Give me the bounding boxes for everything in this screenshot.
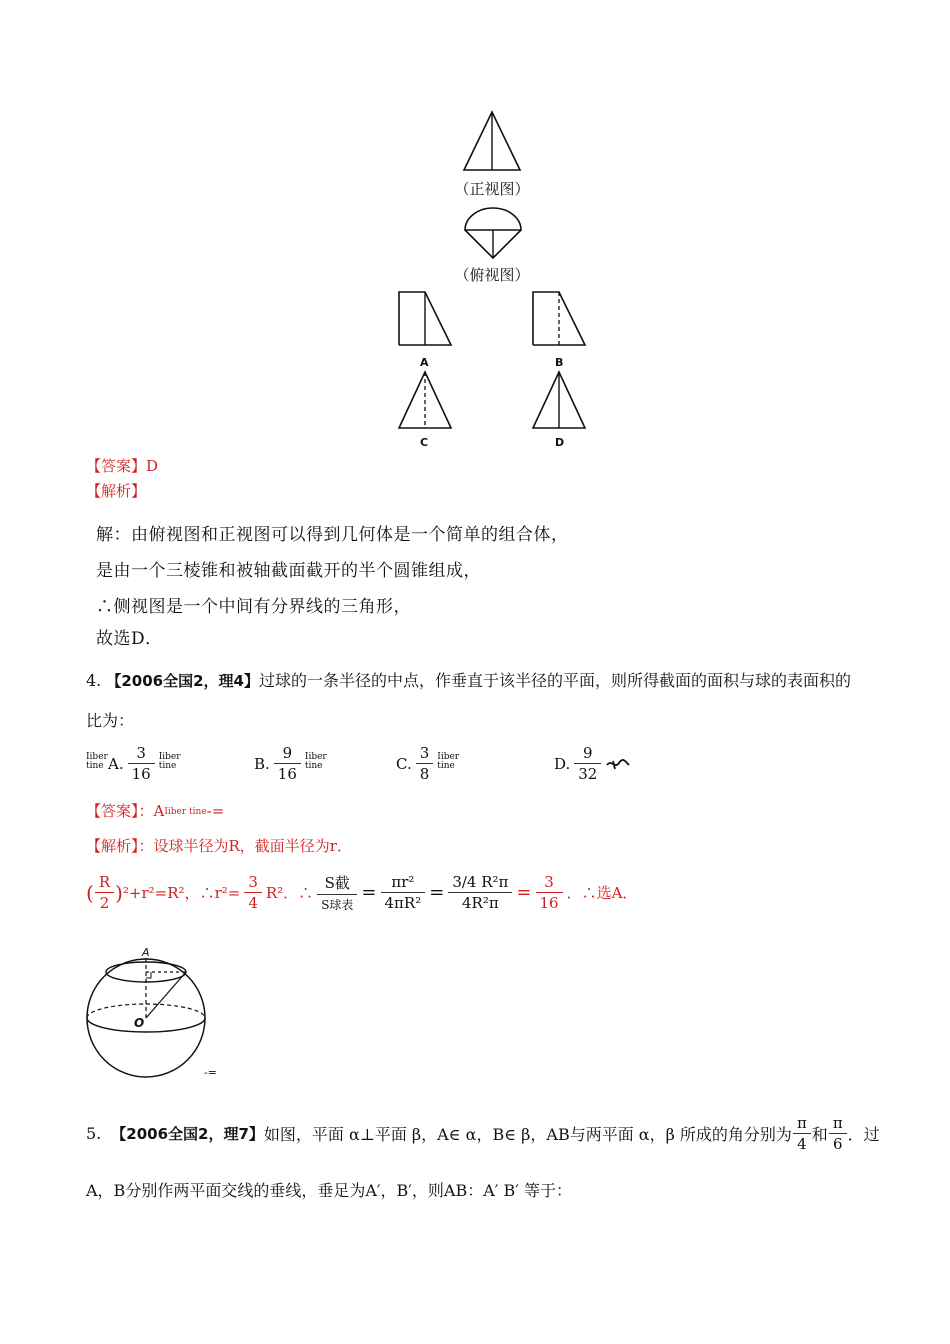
option-b-figure xyxy=(530,290,588,348)
answer-value: D xyxy=(146,457,159,475)
analysis-label: 【解析】 xyxy=(86,837,139,855)
angle-fraction-1 xyxy=(793,1114,811,1153)
q4-option-c[interactable] xyxy=(396,744,459,783)
front-view-caption: （正视图） xyxy=(454,180,530,198)
option-fraction xyxy=(574,744,601,783)
fraction-numerator: 9 xyxy=(282,744,293,762)
option-fraction xyxy=(274,744,301,783)
q4-number: 4. xyxy=(86,671,102,690)
sphere-tail-mark: -= xyxy=(204,1066,217,1079)
solution-line-3: ∴侧视图是一个中间有分界线的三角形， xyxy=(96,597,411,617)
fraction-numerator: S截 xyxy=(324,874,350,892)
q4-stem-line-1 xyxy=(86,668,851,691)
q3-analysis-label: 【解析】 xyxy=(86,482,147,500)
sphere-figure xyxy=(84,948,214,1080)
fraction-denominator: 4 xyxy=(244,892,262,912)
formula-part-1: ²+r²=R²，∴r²= xyxy=(122,884,241,902)
q4-formula: ( $\frac{R}{2}$ ) ²+r²=R²，∴r²= $\frac{3}{4}$ R²．∴ $\frac{\text{S截}}{\text{S球表}}$ = $\frac{\text{πr²}}{\text{4πR²}}$ = $\frac{\text{3/4 R²π}}{\text{4R²π}}$ = $\frac{3}{16}$ ．∴选A． xyxy=(86,873,638,912)
fraction-denominator: 8 xyxy=(416,763,434,783)
q3-answer xyxy=(86,455,158,476)
fraction-denominator: S球表 xyxy=(317,894,357,913)
answer-label: 【答案】 xyxy=(86,457,147,475)
option-fraction xyxy=(128,744,155,783)
q5-stem-line-1 xyxy=(86,1114,880,1153)
answer-label: 【答案】 xyxy=(86,802,139,820)
top-view-caption: （俯视图） xyxy=(454,266,530,284)
stray-mark: Iiber tine xyxy=(86,751,108,771)
fraction-numerator: π xyxy=(796,1114,807,1132)
fraction-numerator: 9 xyxy=(583,744,593,762)
q4-answer xyxy=(86,800,224,821)
stray-mark: Iiber tine xyxy=(304,751,327,771)
q5-source: 【2006全国2，理7】 xyxy=(111,1125,264,1143)
q5-stem-line-2: A，B分别作两平面交线的垂线，垂足为A′，B′，则AB：A′ B′ 等于： xyxy=(86,1181,572,1200)
stray-mark: Iiber tine xyxy=(158,751,181,771)
option-a-label: A xyxy=(420,356,429,369)
fraction-denominator: 4R²π xyxy=(448,892,512,912)
option-label: A. xyxy=(108,754,124,773)
option-label: D. xyxy=(554,754,571,773)
q5-and: 和 xyxy=(811,1125,828,1144)
stray-mark: Iiber tine xyxy=(437,751,460,771)
q5-stem-tail: ．过 xyxy=(847,1125,880,1144)
q4-stem-text: 过球的一条半径的中点，作垂直于该半径的平面，则所得截面的面积与球的表面积的 xyxy=(258,671,851,690)
fraction-numerator: 3 xyxy=(419,744,430,762)
scribble-icon xyxy=(605,757,631,771)
formula-fraction xyxy=(448,873,512,912)
option-d-label: D xyxy=(555,436,565,449)
fraction-denominator: 16 xyxy=(128,763,155,783)
fraction-denominator: 2 xyxy=(95,892,114,912)
fraction-numerator: 3 xyxy=(248,873,258,891)
angle-fraction-2 xyxy=(829,1114,847,1153)
solution-line-4: 故选D． xyxy=(96,629,163,649)
q5-number: 5. xyxy=(86,1124,102,1143)
fraction-denominator: 4 xyxy=(793,1133,811,1153)
formula-fraction xyxy=(381,873,426,912)
front-view-figure xyxy=(460,110,524,174)
answer-tail: -= xyxy=(206,802,225,820)
solution-line-2: 是由一个三棱锥和被轴截面截开的半个圆锥组成， xyxy=(96,561,481,581)
q4-option-b[interactable] xyxy=(254,744,327,783)
formula-fraction xyxy=(244,873,262,912)
fraction-denominator: 16 xyxy=(536,892,563,912)
fraction-denominator: 6 xyxy=(829,1133,847,1153)
q4-analysis xyxy=(86,835,352,856)
option-b-label: B xyxy=(555,356,564,369)
q4-source: 【2006全国2，理4】 xyxy=(106,672,259,690)
formula-tail: ．∴选A． xyxy=(566,884,638,902)
q5-stem-text: 如图，平面 α⊥平面 β，A∈ α，B∈ β，AB与两平面 α，β 所成的角分别为 xyxy=(263,1125,792,1144)
option-c-figure xyxy=(396,370,454,432)
fraction-numerator: π xyxy=(832,1114,843,1132)
answer-value: ：A xyxy=(138,802,165,820)
fraction-denominator: 16 xyxy=(274,763,301,783)
formula-fraction xyxy=(536,873,563,912)
formula-fraction xyxy=(317,872,357,913)
sphere-label-o: O xyxy=(134,1016,145,1030)
option-a-figure xyxy=(396,290,454,348)
sphere-label-a: A xyxy=(142,946,150,959)
formula-fraction xyxy=(95,873,114,912)
top-view-figure xyxy=(462,204,524,262)
stray-mark: Iiber tine xyxy=(164,807,207,817)
fraction-numerator: R xyxy=(98,873,111,891)
fraction-denominator: 4πR² xyxy=(381,892,426,912)
fraction-numerator: 3 xyxy=(136,744,146,762)
q4-stem-line-2: 比为： xyxy=(86,711,135,730)
fraction-denominator: 32 xyxy=(574,763,601,783)
analysis-text: ：设球半径为R，截面半径为r． xyxy=(138,837,352,855)
fraction-numerator: πr² xyxy=(391,873,415,891)
q4-option-a[interactable] xyxy=(86,744,181,783)
formula-part-2: R²．∴ xyxy=(265,884,314,902)
option-d-figure xyxy=(530,370,588,432)
fraction-numerator: 3/4 R²π xyxy=(452,873,509,891)
option-label: B. xyxy=(254,754,270,773)
q4-option-d[interactable] xyxy=(554,744,631,783)
option-c-label: C xyxy=(420,436,429,449)
solution-line-1: 解：由俯视图和正视图可以得到几何体是一个简单的组合体， xyxy=(96,525,569,545)
option-label: C. xyxy=(396,754,412,773)
option-fraction xyxy=(416,744,434,783)
fraction-numerator: 3 xyxy=(544,873,554,891)
